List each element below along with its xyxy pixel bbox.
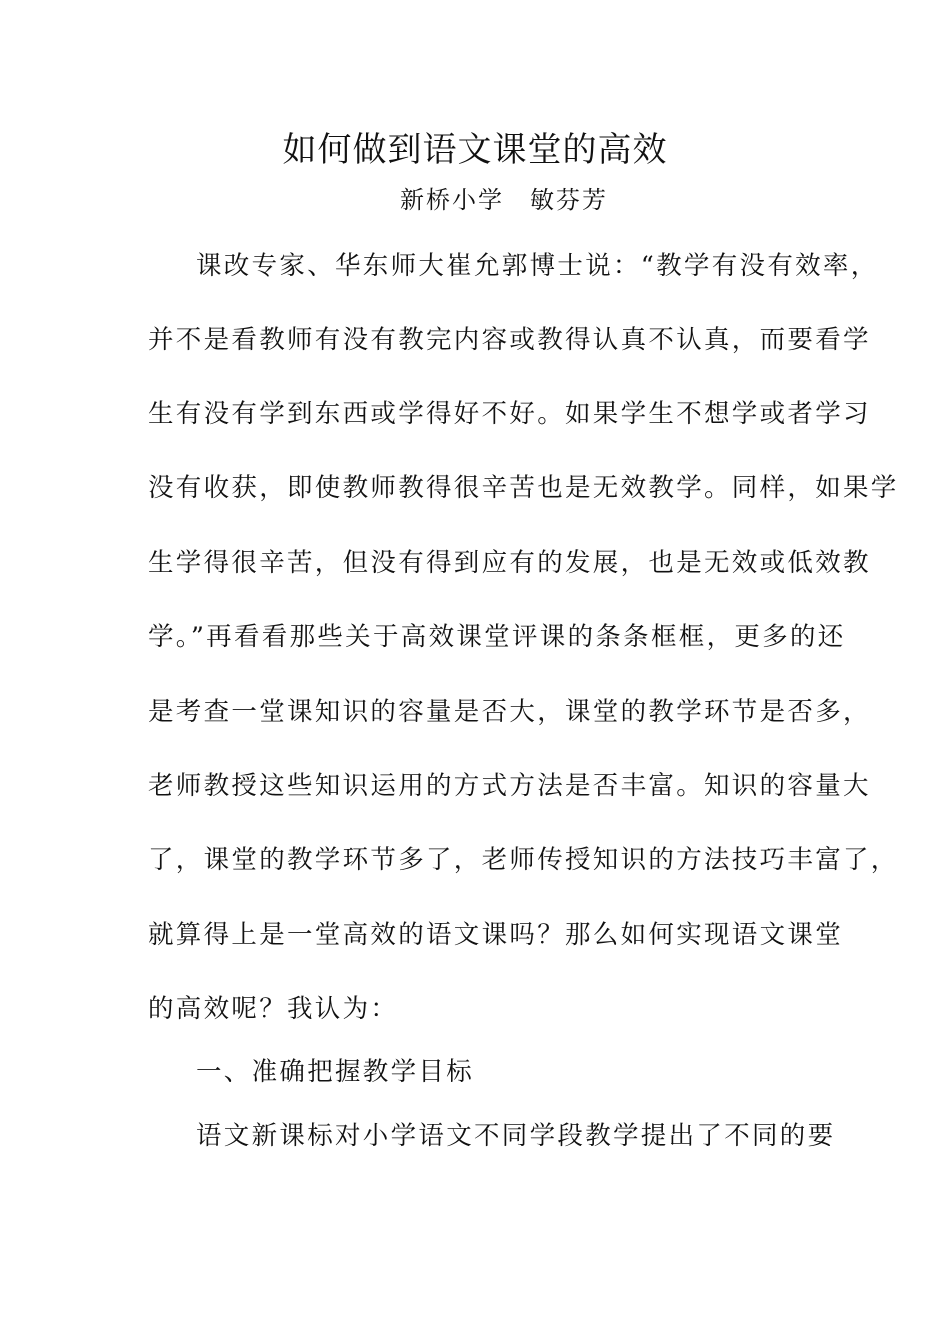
paragraph-line: 语文新课标对小学语文不同学段教学提出了不同的要 [196,1121,836,1151]
document-title: 如何做到语文课堂的高效 [282,130,668,170]
paragraph-line: 了，课堂的教学环节多了，老师传授知识的方法技巧丰富了， [148,845,899,875]
paragraph-line: 学。”再看看那些关于高效课堂评课的条条框框，更多的还 [148,622,846,652]
paragraph-line: 的高效呢？我认为： [148,994,399,1024]
paragraph-line: 并不是看教师有没有教完内容或教得认真不认真，而要看学 [148,325,871,355]
paragraph-line: 是考查一堂课知识的容量是否大，课堂的教学环节是否多， [148,697,871,727]
paragraph-line: 生学得很辛苦，但没有得到应有的发展，也是无效或低效教 [148,548,871,578]
paragraph-line: 就算得上是一堂高效的语文课吗？那么如何实现语文课堂 [148,920,844,950]
section-heading: 一、准确把握教学目标 [196,1057,475,1087]
author-byline: 新桥小学 敏芬芳 [400,186,608,214]
paragraph-line: 课改专家、华东师大崔允郭博士说：“教学有没有效率， [196,251,879,281]
paragraph-line: 生有没有学到东西或学得好不好。如果学生不想学或者学习 [148,399,871,429]
paragraph-line: 老师教授这些知识运用的方式方法是否丰富。知识的容量大 [148,771,871,801]
paragraph-line: 没有收获，即使教师教得很辛苦也是无效教学。同样，如果学 [148,473,899,503]
